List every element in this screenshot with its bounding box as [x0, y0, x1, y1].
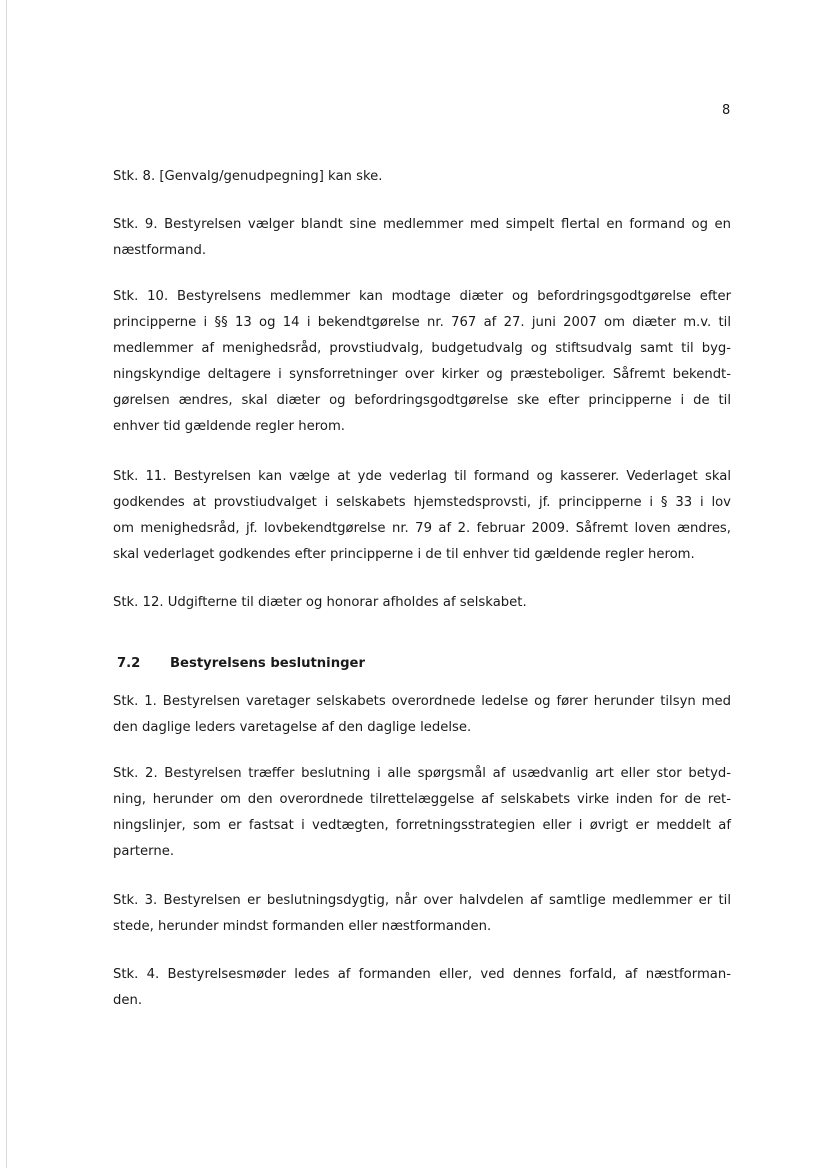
- paragraph-line: Stk. 3. Bestyrelsen er beslutningsdygtig, når over halvdelen af samtlige medlemmer er til: [113, 893, 731, 908]
- paragraph-line: den.: [113, 993, 143, 1008]
- paragraph-line: skal vederlaget godkendes efter principperne i de til enhver tid gældende regler herom.: [113, 547, 695, 562]
- paragraph-line: om menighedsråd, jf. lovbekendtgørelse nr. 79 af 2. februar 2009. Såfremt loven ændres,: [113, 521, 731, 536]
- paragraph-line: næstformand.: [113, 243, 207, 258]
- paragraph-line: Stk. 9. Bestyrelsen vælger blandt sine medlemmer med simpelt flertal en formand og en: [113, 217, 731, 232]
- paragraph-line: Stk. 2. Bestyrelsen træffer beslutning i alle spørgsmål af usædvanlig art eller stor betyd-: [113, 766, 731, 781]
- paragraph-line: Stk. 4. Bestyrelsesmøder ledes af formanden eller, ved dennes forfald, af næstforman-: [113, 967, 731, 982]
- paragraph-line: ningskyndige deltagere i synsforretninger over kirker og præsteboliger. Såfremt bekendt-: [113, 367, 731, 382]
- section-number: 7.2: [117, 656, 141, 671]
- paragraph-line: gørelsen ændres, skal diæter og befordringsgodtgørelse ske efter principperne i de til: [113, 393, 731, 408]
- paragraph-line: Stk. 10. Bestyrelsens medlemmer kan modtage diæter og befordringsgodtgørelse efter: [113, 289, 731, 304]
- paragraph-line: medlemmer af menighedsråd, provstiudvalg, budgetudvalg og stiftsudvalg samt til byg-: [113, 341, 731, 356]
- paragraph-line: Stk. 12. Udgifterne til diæter og honorar afholdes af selskabet.: [113, 595, 527, 610]
- section-heading: Bestyrelsens beslutninger: [170, 656, 365, 671]
- paragraph-line: Stk. 8. [Genvalg/genudpegning] kan ske.: [113, 169, 383, 184]
- paragraph-line: enhver tid gældende regler herom.: [113, 419, 345, 434]
- paragraph-line: Stk. 1. Bestyrelsen varetager selskabets overordnede ledelse og fører herunder tilsyn med: [113, 694, 731, 709]
- paragraph-line: stede, herunder mindst formanden eller næstformanden.: [113, 919, 492, 934]
- paragraph-line: den daglige leders varetagelse af den daglige ledelse.: [113, 720, 472, 735]
- paragraph-line: ningslinjer, som er fastsat i vedtægten, forretningsstrategien eller i øvrigt er meddelt af: [113, 818, 731, 833]
- paragraph-line: parterne.: [113, 844, 175, 859]
- paragraph-line: godkendes at provstiudvalget i selskabets hjemstedsprovsti, jf. principperne i § 33 i lov: [113, 495, 731, 510]
- paragraph-line: ning, herunder om den overordnede tilrettelæggelse af selskabets virke inden for de ret-: [113, 792, 731, 807]
- page-number: 8: [722, 103, 731, 118]
- paragraph-line: Stk. 11. Bestyrelsen kan vælge at yde vederlag til formand og kasserer. Vederlaget skal: [113, 469, 731, 484]
- scan-edge: [6, 0, 7, 1168]
- paragraph-line: principperne i §§ 13 og 14 i bekendtgørelse nr. 767 af 27. juni 2007 om diæter m.v. til: [113, 315, 731, 330]
